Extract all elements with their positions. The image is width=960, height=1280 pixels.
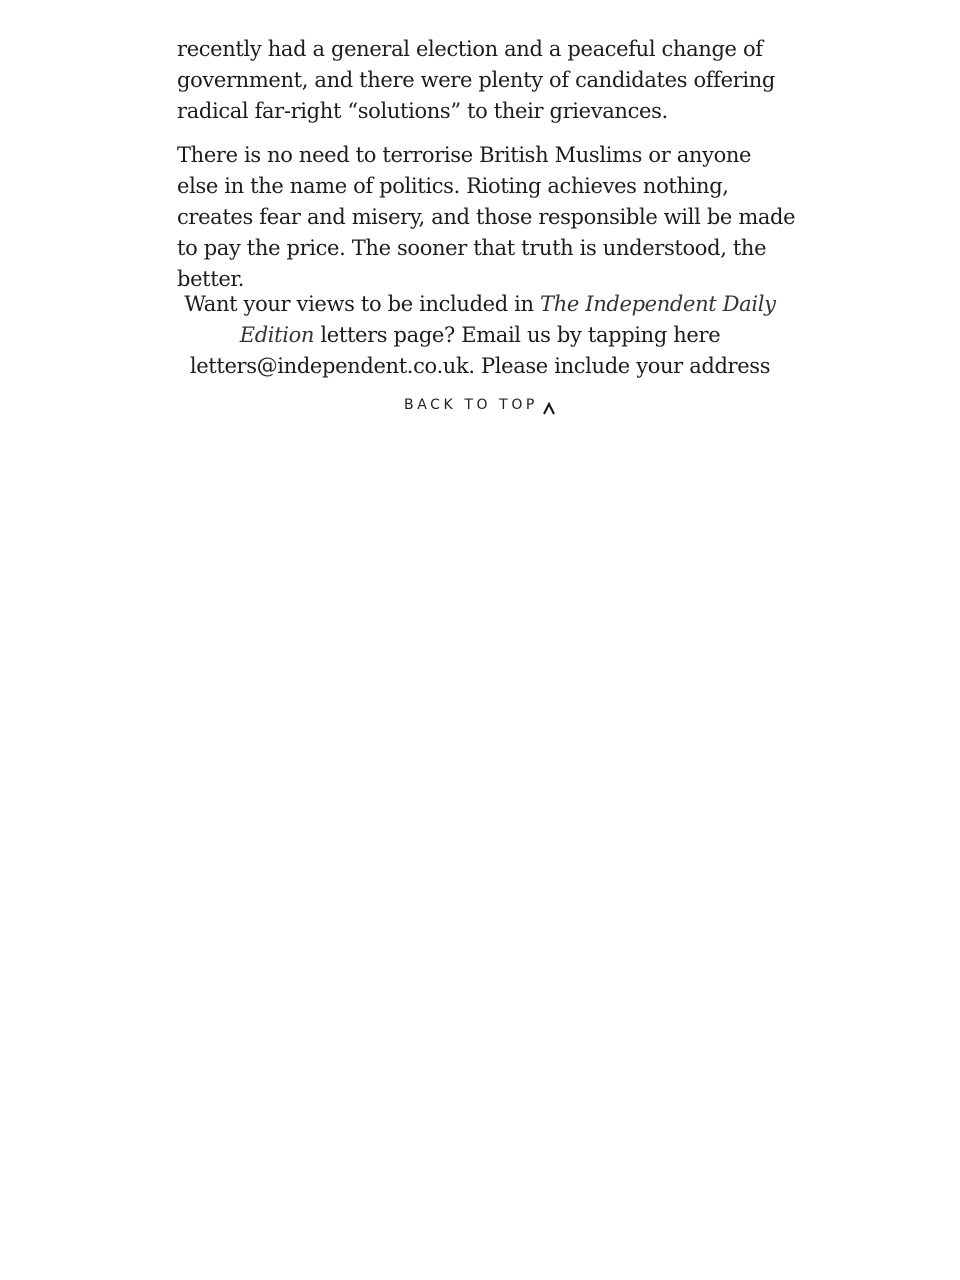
letters-middle-text: letters page? Email us by tapping here <box>314 323 721 347</box>
letters-invitation <box>150 289 810 382</box>
chevron-up-icon <box>542 400 556 414</box>
letters-end-text: . Please include your address <box>468 354 771 378</box>
letters-intro-text: Want your views to be included in <box>184 292 541 316</box>
article-paragraph: There is no need to terrorise British Muslims or anyone else in the name of politics. Rioting achieves nothing, creates fear and misery, and those responsible will be made to pay the price. The sooner that truth is understood, the better. <box>177 143 796 291</box>
back-to-top-label: BACK TO TOP <box>404 397 538 413</box>
letters-email-link[interactable]: letters@independent.co.uk <box>189 354 469 378</box>
publication-name: The Independent Daily Edition <box>239 292 776 347</box>
article-body <box>177 34 797 295</box>
article-paragraph: recently had a general election and a peaceful change of government, and there were plenty of candidates offering radical far-right “solutions” to their grievances. <box>177 37 776 123</box>
back-to-top-button[interactable] <box>0 397 960 413</box>
